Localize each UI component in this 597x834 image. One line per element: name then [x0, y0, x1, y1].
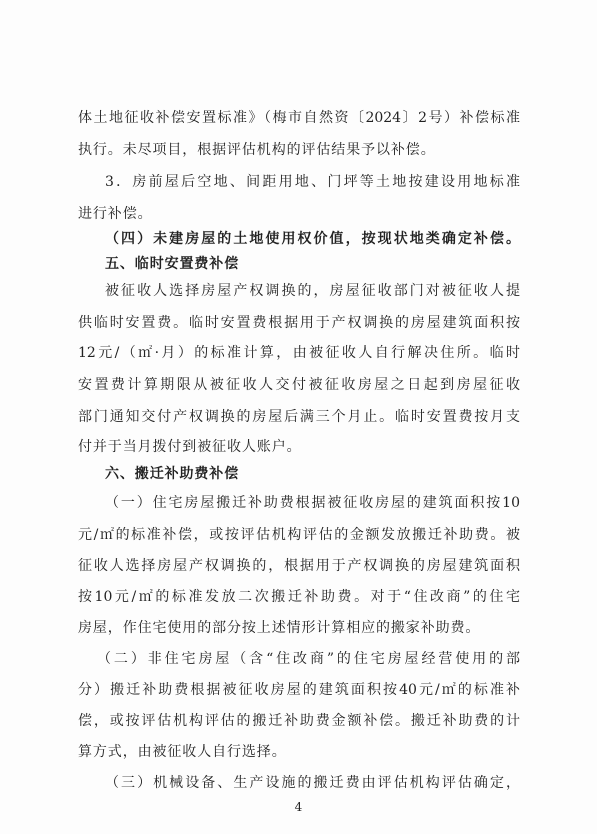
- text-line: （三）机械设备、生产设施的搬迁费由评估机构评估确定，: [105, 775, 520, 791]
- text-line: 征收人选择房屋产权调换的，根据用于产权调换的房屋建筑面积: [78, 558, 520, 574]
- text-line: 元/㎡的标准补偿，或按评估机构评估的金额发放搬迁补助费。被: [78, 527, 520, 543]
- text-line: 进行补偿。: [78, 206, 153, 222]
- text-line: 算方式，由被征收人自行选择。: [78, 744, 287, 760]
- text-line: 部门通知交付产权调换的房屋后满三个月止。临时安置费按月支: [78, 409, 520, 425]
- section-heading: 五、临时安置费补偿: [105, 256, 240, 272]
- text-line: 按10元/㎡的标准发放二次搬迁补助费。对于“住改商”的住宅: [78, 589, 520, 605]
- text-line: （一）住宅房屋搬迁补助费根据被征收房屋的建筑面积按10: [105, 495, 520, 511]
- text-line: 偿，或按评估机构评估的搬迁补助费金额补偿。搬迁补助费的计: [78, 713, 520, 729]
- text-line: 被征收人选择房屋产权调换的，房屋征收部门对被征收人提: [105, 283, 520, 299]
- text-line: 执行。未尽项目，根据评估机构的评估结果予以补偿。: [78, 142, 436, 158]
- text-line: 体土地征收补偿安置标准》（梅市自然资〔2024〕2号）补偿标准: [78, 110, 520, 126]
- text-line: 付并于当月拨付到被征收人账户。: [78, 439, 302, 455]
- text-line: 房屋，作住宅使用的部分按上述情形计算相应的搬家补助费。: [78, 620, 481, 636]
- text-line: 12元/（㎡·月）的标准计算，由被征收人自行解决住所。临时: [78, 345, 520, 361]
- text-line: 分）搬迁补助费根据被征收房屋的建筑面积按40元/㎡的标准补: [78, 682, 520, 698]
- section-heading: （四）未建房屋的土地使用权价值，按现状地类确定补偿。: [105, 231, 520, 247]
- text-line: （二）非住宅房屋（含“住改商”的住宅房屋经营使用的部: [97, 651, 520, 667]
- text-line: 3．房前屋后空地、间距用地、门坪等土地按建设用地标准: [105, 174, 520, 190]
- page-number: 4: [294, 800, 303, 814]
- text-line: 安置费计算期限从被征收人交付被征收房屋之日起到房屋征收: [78, 377, 520, 393]
- section-heading: 六、搬迁补助费补偿: [105, 466, 240, 482]
- text-line: 供临时安置费。临时安置费根据用于产权调换的房屋建筑面积按: [78, 315, 520, 331]
